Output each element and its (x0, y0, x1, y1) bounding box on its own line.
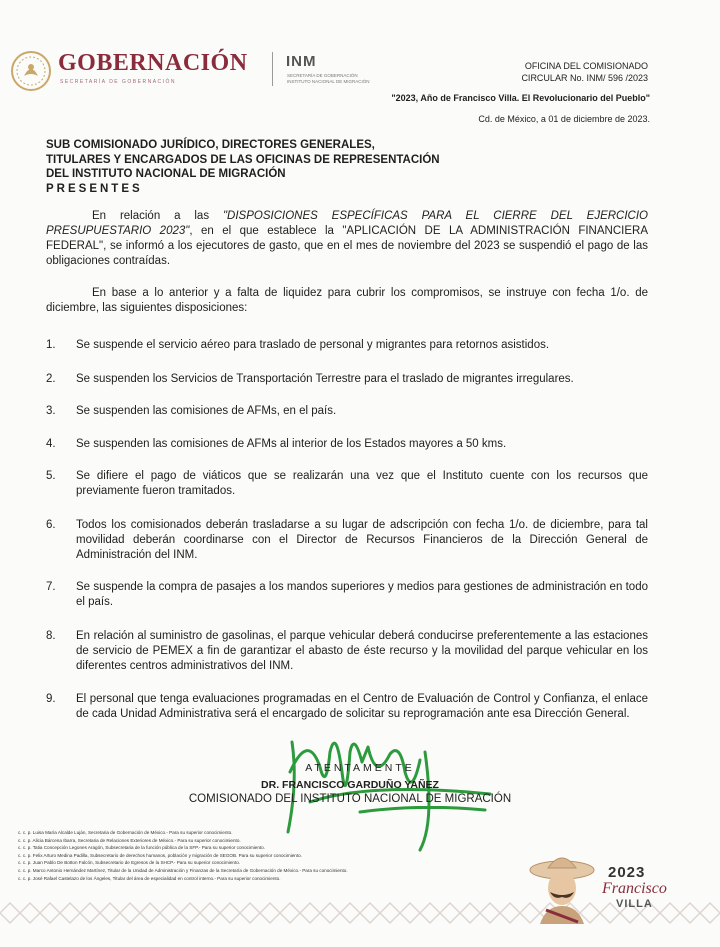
list-item (46, 372, 648, 387)
villa-portrait-icon (526, 850, 598, 924)
item-number: 4. (46, 438, 56, 450)
inm-logo-text: INM (286, 53, 317, 70)
addressee-line: DEL INSTITUTO NACIONAL DE MIGRACIÓN (46, 168, 286, 180)
list-item (46, 404, 648, 419)
intro-paragraph (46, 209, 648, 269)
cc-entry: c. c. p. Alicia Bárcena Ibarra, Secretaria de Relaciones Exteriores de México.- Para su superior conocimiento. (18, 837, 241, 843)
circular-number: CIRCULAR No. INM/ 596 /2023 (521, 73, 648, 83)
item-number: 3. (46, 405, 56, 417)
item-number: 2. (46, 373, 56, 385)
item-text: Se suspende la compra de pasajes a los mandos superiores y medios para gestiones de administración en todo el país. (76, 581, 648, 608)
list-item (46, 518, 648, 563)
list-item (46, 580, 648, 610)
cc-list (18, 829, 538, 882)
item-text: Se suspenden los Servicios de Transportación Terrestre para el traslado de migrantes irregulares. (76, 373, 574, 385)
intro-text: En relación a las (92, 210, 223, 222)
item-number: 9. (46, 693, 56, 705)
list-item (46, 338, 648, 353)
place-date: Cd. de México, a 01 de diciembre de 2023. (478, 114, 650, 124)
addressee-presentes: PRESENTES (46, 182, 143, 195)
addressee-line: TITULARES Y ENCARGADOS DE LAS OFICINAS DE REPRESENTACIÓN (46, 153, 440, 166)
office-block (521, 60, 648, 84)
item-number: 8. (46, 630, 56, 642)
intro-citation: "DISPOSICIONES ESPECÍFICAS PARA EL CIERRE DEL EJERCICIO PRESUPUESTARIO 2023" (46, 210, 648, 237)
item-text: Todos los comisionados deberán trasladarse a su lugar de adscripción con fecha 1/o. de diciembre, para tal movilidad deberán coordinarse con el Director de Recursos Financieros de la Dirección General de Administración del INM. (76, 519, 648, 561)
signer-name: DR. FRANCISCO GARDUÑO YAÑEZ (261, 779, 439, 791)
cc-entry: c. c. p. José Rafael Castelazo de los Ángeles, Titular del área de especialidad en control interno.- Para su superior conocimiento. (18, 875, 281, 881)
villa-last-name: VILLA (616, 898, 653, 910)
gobernacion-subtitle: SECRETARÍA DE GOBERNACIÓN (60, 79, 177, 85)
villa-year: 2023 (608, 864, 646, 881)
addressee-block (46, 138, 666, 196)
national-seal-icon (10, 50, 52, 92)
instruction-paragraph: En base a lo anterior y a falta de liquidez para cubrir los compromisos, se instruye con fecha 1/o. de diciembre, las siguientes disposiciones: (46, 287, 648, 314)
item-text: Se suspende el servicio aéreo para traslado de personal y migrantes para retornos asistidos. (76, 339, 550, 351)
office-name: OFICINA DEL COMISIONADO (524, 61, 648, 71)
item-number: 6. (46, 519, 56, 531)
list-item (46, 469, 648, 499)
cc-entry: c. c. p. Juan Pablo De Botton Falcón, Subsecretario de Egresos de la SHCP.- Para su superior conocimiento. (18, 860, 241, 866)
gobernacion-logo-text: GOBERNACIÓN (58, 50, 248, 76)
signer-title: COMISIONADO DEL INSTITUTO NACIONAL DE MIGRACIÓN (188, 793, 512, 805)
intro-text-rest: , en el que establece la "APLICACIÓN DE LA ADMINISTRACIÓN FINANCIERA FEDERAL", se informó a los ejecutores de gasto, que en el mes de noviembre del 2023 se suspendió el pago de las obligaciones contraídas. (46, 225, 648, 267)
cc-entry: c. c. p. Marco Antonio Hernández Martínez, Titular de la Unidad de Administración y Finanzas de la Secretaría de Gobernación de México.- Para su conocimiento. (18, 867, 348, 873)
list-item (46, 437, 648, 452)
addressee-line: SUB COMISIONADO JURÍDICO, DIRECTORES GENERALES, (46, 139, 375, 151)
list-item (46, 629, 648, 674)
item-text: Se suspenden las comisiones de AFMs al interior de los Estados mayores a 50 kms. (76, 438, 507, 450)
francisco-villa-logo (526, 848, 716, 926)
logo-divider (272, 52, 273, 86)
item-text: Se suspenden las comisiones de AFMs, en el país. (76, 405, 337, 417)
closing-salutation: ATENTAMENTE (305, 762, 415, 774)
item-number: 5. (46, 470, 56, 482)
cc-entry: c. c. p. Luisa María Alcalde Luján, Secretaria de Gobernación de México.- Para su superior conocimiento. (18, 830, 233, 835)
item-number: 7. (46, 581, 56, 593)
item-text: El personal que tenga evaluaciones programadas en el Centro de Evaluación de Control y Confianza, el enlace de cada Unidad Administrativa será el encargado de solicitar su reprogramación ante esa Dirección General. (76, 693, 648, 720)
item-text: Se difiere el pago de viáticos que se realizarán una vez que el Instituto cuente con los recursos que previamente fueron tramitados. (76, 470, 648, 497)
cc-entry: c. c. p. Tatia Concepción Legones Aragón, Subsecretaria de la función pública de la SFP.- Para su superior conocimiento. (18, 845, 266, 851)
villa-first-name: Francisco (602, 880, 667, 897)
year-motto: "2023, Año de Francisco Villa. El Revolucionario del Pueblo" (391, 93, 650, 103)
cc-entry: c. c. p. Felix Arturo Medina Padilla, Subsecretario de derechos humanos, población y migración de SEGOB. Para su superior conocimiento. (18, 852, 302, 858)
inm-subtitle: SECRETARÍA DE GOBERNACIÓN INSTITUTO NACIONAL DE MIGRACIÓN (287, 73, 370, 84)
item-text: En relación al suministro de gasolinas, el parque vehicular deberá conducirse preferentemente a las estaciones de servicio de PEMEX a fin de garantizar el abasto de éste recurso y la movilidad del parque vehicular en los diferentes centros administrativos del INM. (76, 630, 648, 672)
item-number: 1. (46, 339, 56, 351)
